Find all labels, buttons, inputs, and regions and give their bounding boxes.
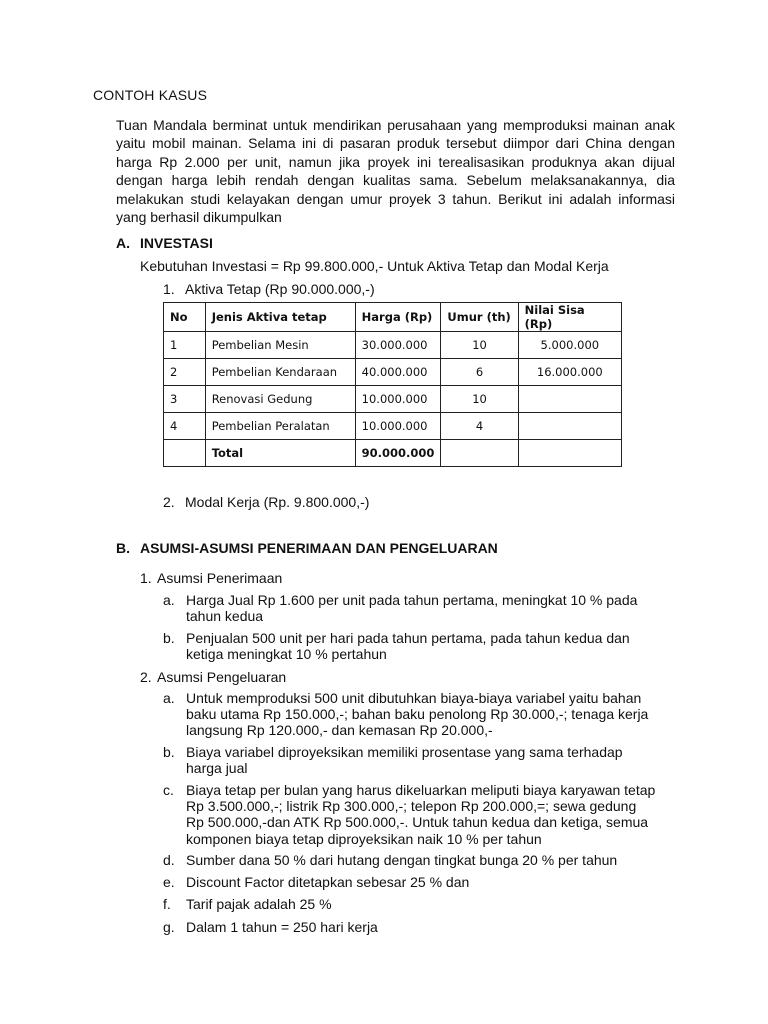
- cell-jenis: Pembelian Kendaraan: [205, 359, 355, 386]
- total-nilai-sisa: [518, 440, 621, 467]
- list-item-text: Biaya tetap per bulan yang harus dikeluarkan meliputi biaya karyawan tetap Rp 3.500.000,-; listrik Rp 300.000,-; telepon Rp 200.000,=; sewa gedung Rp 500.000,-dan ATK Rp 500.000,-. Untuk tahun kedua dan ketiga, semua komponen biaya tetap diproyeksikan naik 10 % per tahun: [186, 782, 656, 847]
- list-item-text: Discount Factor ditetapkan sebesar 25 % dan: [186, 874, 470, 890]
- cell-no: 1: [164, 332, 206, 359]
- cell-harga: 10.000.000: [355, 386, 441, 413]
- list-item: [163, 744, 683, 776]
- cell-harga: 40.000.000: [355, 359, 441, 386]
- table-row: [164, 413, 622, 440]
- header-no: No: [164, 303, 206, 332]
- list-item-letter: d.: [163, 852, 175, 868]
- list-item: [163, 782, 683, 847]
- section-a-title: [116, 235, 213, 251]
- fixed-assets-text: Aktiva Tetap (Rp 90.000.000,-): [185, 281, 375, 297]
- cell-nilai-sisa: 5.000.000: [518, 332, 621, 359]
- list-item-letter: b.: [163, 630, 175, 646]
- cell-jenis: Renovasi Gedung: [205, 386, 355, 413]
- document-heading: CONTOH KASUS: [93, 87, 208, 103]
- expense-text: Asumsi Pengeluaran: [157, 669, 287, 685]
- total-harga: 90.000.000: [355, 440, 441, 467]
- total-label: Total: [205, 440, 355, 467]
- section-b-text: ASUMSI-ASUMSI PENERIMAAN DAN PENGELUARAN: [140, 540, 498, 556]
- cell-umur: 4: [441, 413, 518, 440]
- list-item: [163, 690, 683, 739]
- list-item-text: Untuk memproduksi 500 unit dibutuhkan biaya-biaya variabel yaitu bahan baku utama Rp 150.000,-; bahan baku penolong Rp 30.000,-; tenaga kerja langsung Rp 120.000,- dan kemasan Rp 20.000,-: [186, 690, 649, 739]
- cell-no: 3: [164, 386, 206, 413]
- revenue-assumptions-title: [140, 570, 282, 586]
- cell-no: 2: [164, 359, 206, 386]
- list-item-text: Sumber dana 50 % dari hutang dengan tingkat bunga 20 % per tahun: [186, 852, 618, 868]
- fixed-assets-table: [163, 302, 622, 467]
- working-capital-item: [163, 494, 369, 510]
- list-item-text: Penjualan 500 unit per hari pada tahun pertama, pada tahun kedua dan ketiga meningkat 10 % pertahun: [186, 630, 630, 663]
- list-item-text: Dalam 1 tahun = 250 hari kerja: [186, 919, 378, 935]
- cell-jenis: Pembelian Mesin: [205, 332, 355, 359]
- cell-umur: 10: [441, 386, 518, 413]
- list-item: [163, 919, 683, 935]
- intro-paragraph: Tuan Mandala berminat untuk mendirikan perusahaan yang memproduksi mainan anak yaitu mobil mainan. Selama ini di pasaran produk tersebut diimpor dari China dengan harga Rp 2.000 per unit, namun jika proyek ini terealisasikan produknya akan dijual dengan harga lebih rendah dengan kualitas sama. Sebelum melaksanakannya, dia melakukan studi kelayakan dengan umur proyek 3 tahun. Berikut ini adalah informasi yang berhasil dikumpulkan: [116, 117, 675, 226]
- list-item: [163, 896, 683, 912]
- list-item-letter: g.: [163, 919, 175, 935]
- cell-no: 4: [164, 413, 206, 440]
- list-item: [163, 874, 683, 890]
- list-item: [163, 852, 683, 868]
- table-row: [164, 332, 622, 359]
- expense-num: 2.: [140, 669, 152, 685]
- total-umur: [441, 440, 518, 467]
- cell-umur: 10: [441, 332, 518, 359]
- investment-need: Kebutuhan Investasi = Rp 99.800.000,- Untuk Aktiva Tetap dan Modal Kerja: [140, 258, 609, 274]
- table-row: [164, 359, 622, 386]
- header-umur: Umur (th): [441, 303, 518, 332]
- list-item-letter: a.: [163, 592, 175, 608]
- revenue-num: 1.: [140, 570, 152, 586]
- list-item-letter: c.: [163, 782, 174, 798]
- cell-jenis: Pembelian Peralatan: [205, 413, 355, 440]
- list-item-letter: b.: [163, 744, 175, 760]
- section-b-label: B.: [116, 540, 130, 556]
- section-a-text: INVESTASI: [140, 235, 213, 251]
- list-item: [163, 630, 683, 662]
- table-header-row: [164, 303, 622, 332]
- header-harga: Harga (Rp): [355, 303, 441, 332]
- cell-nilai-sisa: 16.000.000: [518, 359, 621, 386]
- working-capital-num: 2.: [163, 494, 175, 510]
- section-b-title: [116, 540, 498, 556]
- working-capital-text: Modal Kerja (Rp. 9.800.000,-): [185, 494, 370, 510]
- fixed-assets-item: [163, 281, 375, 297]
- table-row: [164, 386, 622, 413]
- section-a-label: A.: [116, 235, 130, 251]
- list-item-text: Biaya variabel diproyeksikan memiliki prosentase yang sama terhadap harga jual: [186, 744, 623, 777]
- total-cell-no: [164, 440, 206, 467]
- cell-nilai-sisa: [518, 413, 621, 440]
- list-item: [163, 592, 683, 624]
- list-item-text: Tarif pajak adalah 25 %: [186, 896, 332, 912]
- list-item-letter: a.: [163, 690, 175, 706]
- revenue-text: Asumsi Penerimaan: [157, 570, 283, 586]
- header-nilai-sisa: Nilai Sisa (Rp): [518, 303, 621, 332]
- cell-umur: 6: [441, 359, 518, 386]
- cell-harga: 30.000.000: [355, 332, 441, 359]
- list-item-letter: e.: [163, 874, 175, 890]
- list-item-text: Harga Jual Rp 1.600 per unit pada tahun pertama, meningkat 10 % pada tahun kedua: [186, 592, 638, 625]
- list-item-letter: f.: [163, 896, 171, 912]
- cell-nilai-sisa: [518, 386, 621, 413]
- expense-assumptions-title: [140, 669, 286, 685]
- cell-harga: 10.000.000: [355, 413, 441, 440]
- header-jenis: Jenis Aktiva tetap: [205, 303, 355, 332]
- table-total-row: [164, 440, 622, 467]
- fixed-assets-num: 1.: [163, 281, 175, 297]
